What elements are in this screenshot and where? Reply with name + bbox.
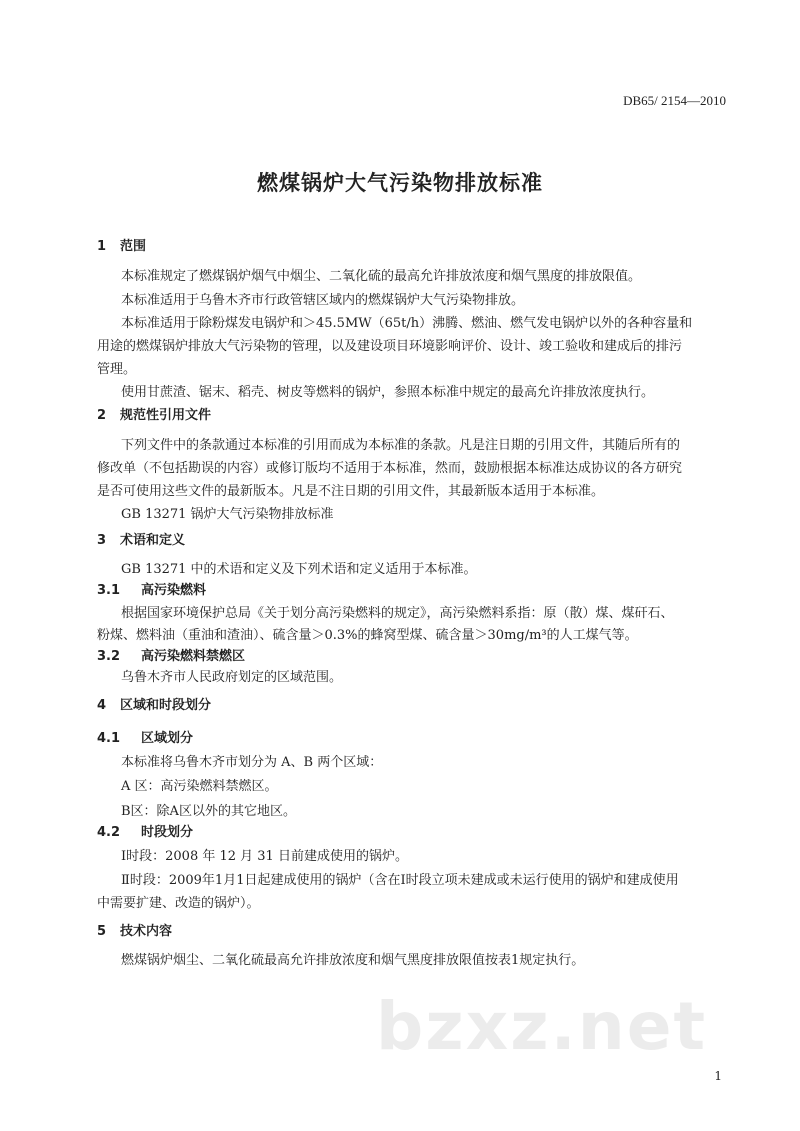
section-title: 术语和定义: [120, 533, 186, 548]
subsection-3-1-heading: [97, 579, 206, 598]
reference-item: GB 13271 锅炉大气污染物排放标准: [121, 507, 334, 522]
paragraph-line: 是否可使用这些文件的最新版本。凡是不注日期的引用文件，其最新版本适用于本标准。: [97, 484, 605, 499]
section-number: 2: [97, 408, 107, 423]
paragraph: 燃煤锅炉烟尘、二氧化硫最高允许排放浓度和烟气黑度排放限值按表1规定执行。: [121, 953, 585, 968]
watermark: bzxz.net: [376, 988, 708, 1065]
paragraph: 本标准将乌鲁木齐市划分为 A、B 两个区域：: [121, 755, 383, 770]
section-title: 规范性引用文件: [120, 408, 212, 423]
paragraph: 乌鲁木齐市人民政府划定的区域范围。: [121, 670, 343, 685]
paragraph: A 区：高污染燃料禁燃区。: [121, 779, 278, 794]
subsection-3-2-heading: [97, 645, 245, 664]
paragraph: 根据国家环境保护总局《关于划分高污染燃料的规定》，高污染燃料系指：原（散）煤、煤矸石、: [121, 606, 674, 621]
subsection-4-2-heading: [97, 821, 193, 840]
section-title: 范围: [120, 239, 147, 254]
paragraph: GB 13271 中的术语和定义及下列术语和定义适用于本标准。: [121, 562, 477, 577]
paragraph-line: 粉煤、燃料油（重油和渣油）、硫含量＞0.3%的蜂窝型煤、硫含量＞30mg/m³的人工煤气等。: [97, 628, 638, 643]
section-title: 区域和时段划分: [120, 698, 212, 713]
paragraph-line: 修改单（不包括勘误的内容）或修订版均不适用于本标准，然而，鼓励根据本标准达成协议的各方研究: [97, 461, 683, 476]
paragraph-line: 中需要扩建、改造的锅炉）。: [97, 896, 260, 911]
subsection-number: 4.1: [97, 731, 121, 746]
section-number: 4: [97, 698, 107, 713]
paragraph-line: 管理。: [97, 362, 137, 377]
paragraph: 本标准适用于除粉煤发电锅炉和＞45.5MW（65t/h）沸腾、燃油、燃气发电锅炉以外的各种容量和: [121, 316, 693, 331]
document-title: 燃煤锅炉大气污染物排放标准: [257, 171, 543, 195]
subsection-4-1-heading: [97, 727, 193, 746]
section-number: 1: [97, 239, 107, 254]
section-number: 5: [97, 924, 107, 939]
paragraph: 使用甘蔗渣、锯末、稻壳、树皮等燃料的锅炉，参照本标准中规定的最高允许排放浓度执行。: [121, 385, 655, 400]
subsection-title: 高污染燃料禁燃区: [141, 649, 246, 664]
subsection-title: 区域划分: [141, 731, 194, 746]
section-4-heading: [97, 694, 211, 713]
section-2-heading: [97, 404, 211, 423]
subsection-title: 高污染燃料: [141, 583, 207, 598]
paragraph: B区：除A区以外的其它地区。: [121, 804, 296, 819]
paragraph-line: 用途的燃煤锅炉排放大气污染物的管理，以及建设项目环境影响评价、设计、竣工验收和建成后的排污: [97, 339, 683, 354]
section-number: 3: [97, 533, 107, 548]
section-3-heading: [97, 529, 185, 548]
paragraph: 本标准规定了燃煤锅炉烟气中烟尘、二氧化硫的最高允许排放浓度和烟气黑度的排放限值。: [121, 269, 642, 284]
paragraph: 本标准适用于乌鲁木齐市行政管辖区域内的燃煤锅炉大气污染物排放。: [121, 293, 525, 308]
section-5-heading: [97, 920, 172, 939]
section-title: 技术内容: [120, 924, 173, 939]
subsection-number: 3.2: [97, 649, 121, 664]
section-1-heading: [97, 235, 146, 254]
subsection-title: 时段划分: [141, 825, 194, 840]
paragraph: 下列文件中的条款通过本标准的引用而成为本标准的条款。凡是注日期的引用文件，其随后所有的: [121, 438, 681, 453]
paragraph: Ⅱ时段：2009年1月1日起建成使用的锅炉（含在Ⅰ时段立项未建成或未运行使用的锅炉和建成使用: [121, 873, 679, 888]
subsection-number: 3.1: [97, 583, 121, 598]
page-number: 1: [714, 1069, 722, 1083]
paragraph: Ⅰ时段：2008 年 12 月 31 日前建成使用的锅炉。: [121, 849, 408, 864]
standard-number: DB65/ 2154—2010: [623, 93, 726, 108]
subsection-number: 4.2: [97, 825, 121, 840]
